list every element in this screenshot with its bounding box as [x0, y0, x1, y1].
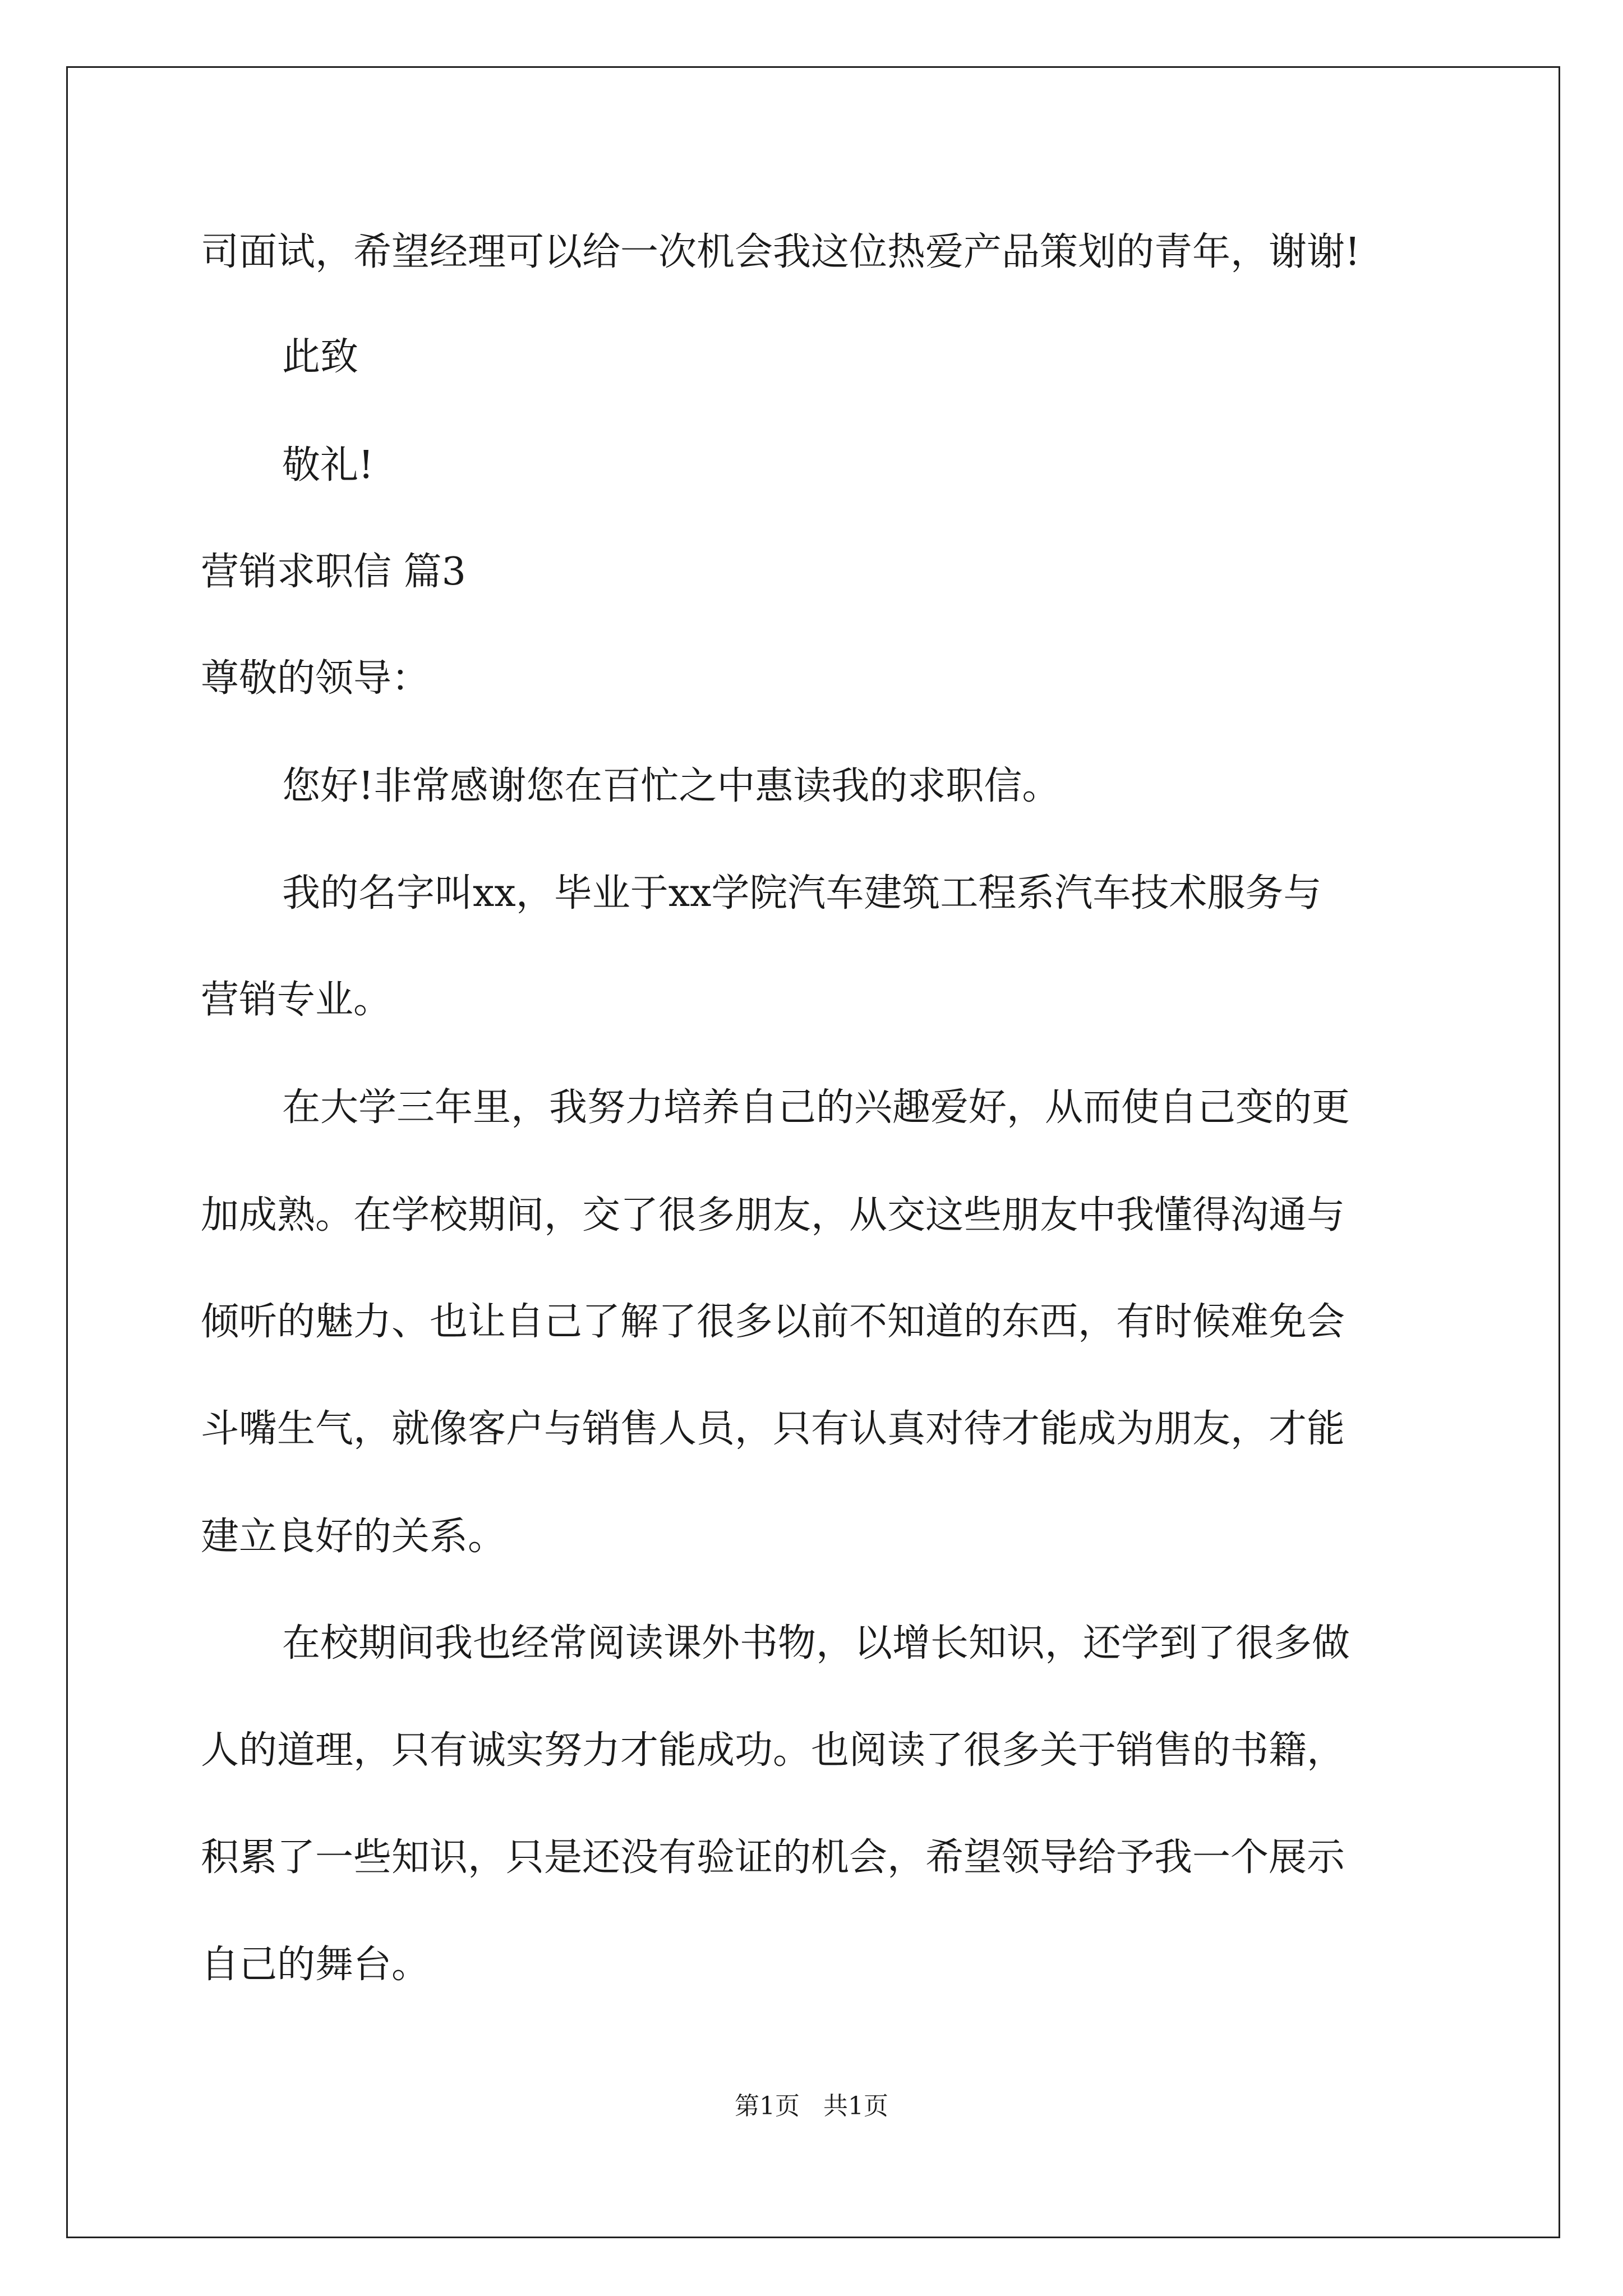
paragraph-line: 建立良好的关系。 — [201, 1515, 506, 1559]
closing-line: 此致 — [282, 335, 359, 379]
paragraph-line: 倾听的魅力、也让自己了解了很多以前不知道的东西，有时候难免会 — [201, 1300, 1345, 1344]
page-border — [66, 66, 1560, 2238]
salutation: 尊敬的领导： — [201, 656, 430, 701]
page-footer: 第1页 共1页 — [735, 2092, 888, 2120]
paragraph-line: 在大学三年里，我努力培养自己的兴趣爱好，从而使自己变的更 — [282, 1085, 1350, 1130]
paragraph-line: 加成熟。在学校期间，交了很多朋友，从交这些朋友中我懂得沟通与 — [201, 1193, 1345, 1237]
paragraph-line: 我的名字叫xx，毕业于xx学院汽车建筑工程系汽车技术服务与 — [282, 871, 1322, 915]
paragraph-line: 您好!非常感谢您在百忙之中惠读我的求职信。 — [282, 764, 1061, 808]
paragraph-line: 在校期间我也经常阅读课外书物，以增长知识，还学到了很多做 — [282, 1621, 1350, 1665]
section-heading: 营销求职信 篇3 — [201, 550, 466, 594]
paragraph-line: 斗嘴生气，就像客户与销售人员，只有认真对待才能成为朋友，才能 — [201, 1407, 1345, 1451]
paragraph-line: 积累了一些知识，只是还没有验证的机会，希望领导给予我一个展示 — [201, 1835, 1345, 1880]
paragraph-line: 自己的舞台。 — [201, 1943, 430, 1987]
paragraph-line: 人的道理，只有诚实努力才能成功。也阅读了很多关于销售的书籍， — [201, 1728, 1345, 1773]
paragraph-line: 营销专业。 — [201, 978, 392, 1022]
closing-salute: 敬礼! — [282, 443, 374, 487]
paragraph-line: 司面试，希望经理可以给一次机会我这位热爱产品策划的青年，谢谢! — [201, 230, 1361, 274]
